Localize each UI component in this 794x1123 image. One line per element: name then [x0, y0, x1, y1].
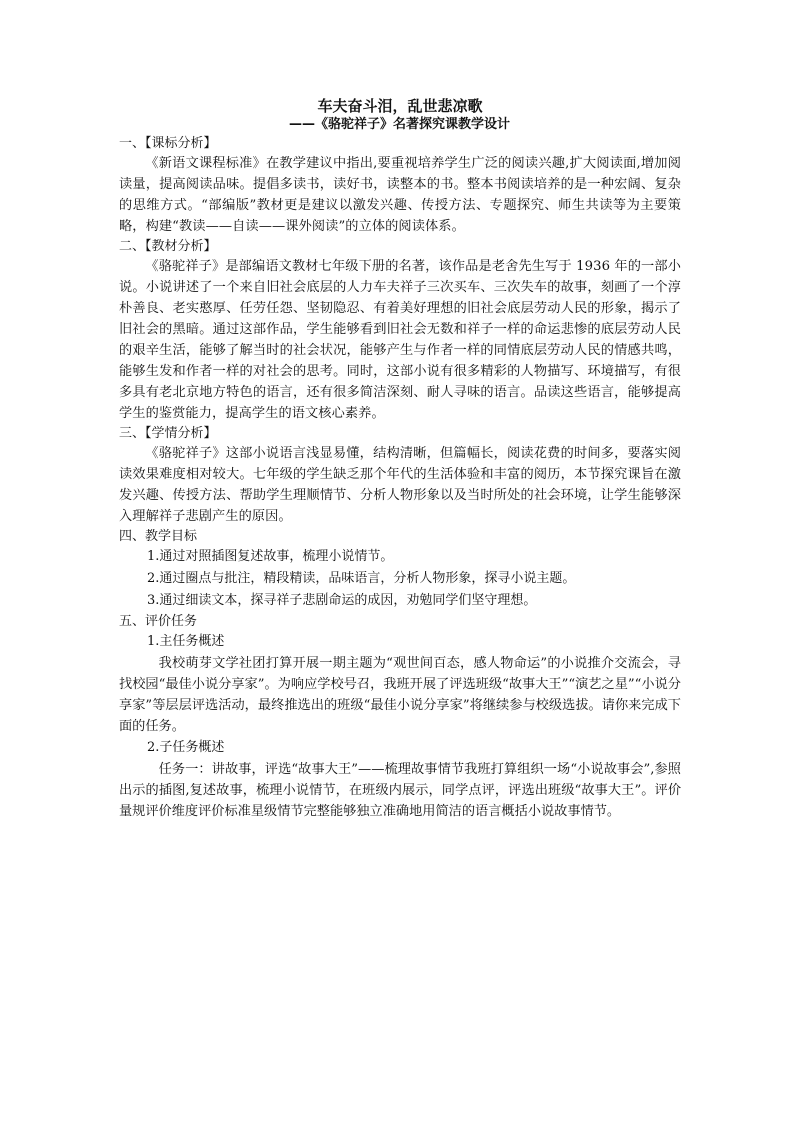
subheading-sub-task: 2.子任务概述	[147, 740, 225, 755]
document-title: 车夫奋斗泪，乱世悲凉歌	[317, 97, 483, 115]
document-body	[119, 96, 681, 822]
paragraph-main-task: 我校萌芽文学社团打算开展一期主题为“观世间百态，感人物命运”的小说推介交流会，寻找校园“最佳小说分享家”。为响应学校号召，我班开展了评选班级“故事大王”“演艺之星”“小说分享家”等层层评选活动，最终推选出的班级“最佳小说分享家”将继续参与校级选拔。请你来完成下面的任务。	[119, 656, 681, 734]
document-subtitle: ——《骆驼祥子》名著探究课教学设计	[289, 117, 511, 132]
section-heading-textbook: 二、【教材分析】	[119, 239, 217, 254]
section-heading-curriculum: 一、【课标分析】	[119, 136, 217, 151]
paragraph-curriculum: 《新语文课程标准》在教学建议中指出,要重视培养学生广泛的阅读兴趣,扩大阅读面,增加阅读量，提高阅读品味。提倡多读书，读好书，读整本的书。整本书阅读培养的是一种宏阔、复杂的思维方式。“部编版”教材更是建议以激发兴趣、传授方法、专题探究、师生共读等为主要策略，构建“教读——自读——课外阅读”的立体的阅读体系。	[119, 156, 681, 234]
section-heading-tasks: 五、评价任务	[119, 614, 198, 629]
subheading-main-task: 1.主任务概述	[147, 634, 225, 649]
objective-item: 3.通过细读文本，探寻祥子悲剧命运的成因，劝勉同学们坚守理想。	[147, 593, 537, 608]
objective-item: 2.通过圈点与批注，精段精读，品味语言，分析人物形象，探寻小说主题。	[147, 571, 576, 586]
section-heading-students: 三、【学情分析】	[119, 426, 217, 441]
paragraph-sub-task: 任务一：讲故事，评选“故事大王”——梳理故事情节我班打算组织一场“小说故事会”,参照出示的插图,复述故事，梳理小说情节，在班级内展示，同学点评，评选出班级“故事大王”。评价量规评价维度评价标准星级情节完整能够独立准确地用简洁的语言概括小说故事情节。	[119, 762, 681, 819]
paragraph-students: 《骆驼祥子》这部小说语言浅显易懂，结构清晰，但篇幅长，阅读花费的时间多，要落实阅读效果难度相对较大。七年级的学生缺乏那个年代的生活体验和丰富的阅历，本节探究课旨在激发兴趣、传授方法、帮助学生理顺情节、分析人物形象以及当时所处的社会环境，让学生能够深入理解祥子悲剧产生的原因。	[119, 446, 681, 524]
paragraph-textbook: 《骆驼祥子》是部编语文教材七年级下册的名著，该作品是老舍先生写于 1936 年的一部小说。小说讲述了一个来自旧社会底层的人力车夫祥子三次买车、三次失车的故事，刻画了一个淳朴善良、老实憨厚、任劳任怨、坚韧隐忍、有着美好理想的旧社会底层劳动人民的形象，揭示了旧社会的黑暗。通过这部作品，学生能够看到旧社会无数和祥子一样的命运悲惨的底层劳动人民的艰辛生活，能够了解当时的社会状况，能够产生与作者一样的同情底层劳动人民的情感共鸣，能够生发和作者一样的对社会的思考。同时，这部小说有很多精彩的人物描写、环境描写，有很多具有老北京地方特色的语言，还有很多简洁深刻、耐人寻味的语言。品读这些语言，能够提高学生的鉴赏能力，提高学生的语文核心素养。	[119, 259, 681, 421]
section-heading-objectives: 四、教学目标	[119, 529, 198, 544]
objective-item: 1.通过对照插图复述故事，梳理小说情节。	[147, 549, 394, 564]
